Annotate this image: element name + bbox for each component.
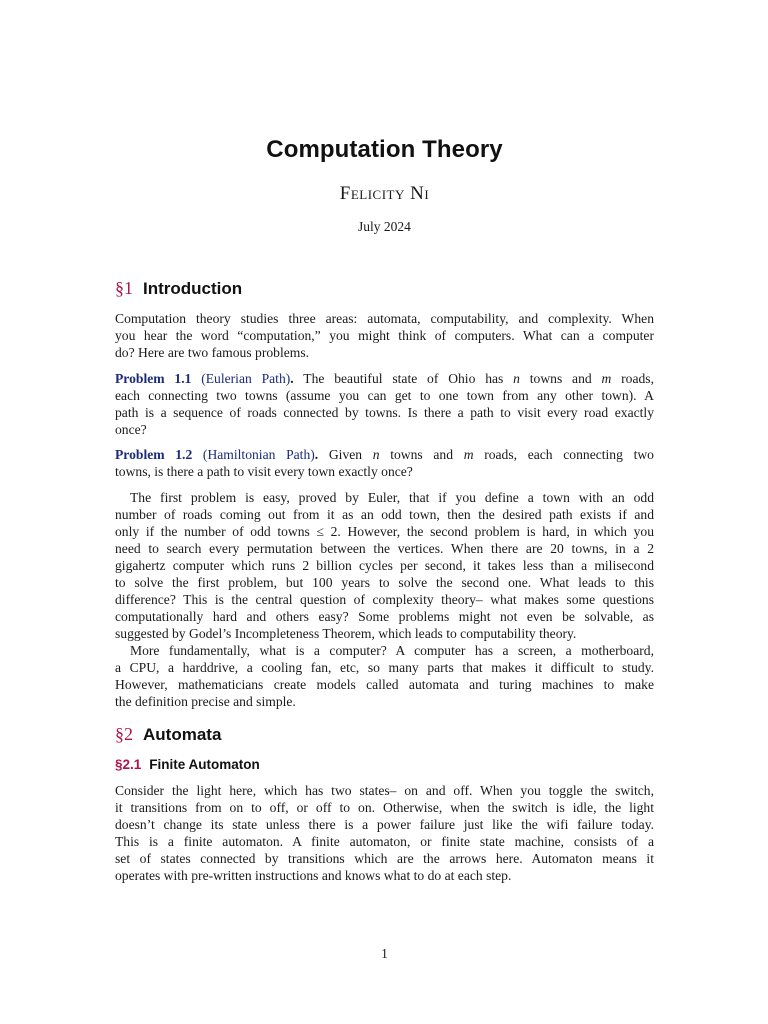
text-line: The first problem is easy, proved by Euler, that if you define a town with an odd xyxy=(130,490,654,505)
section-title: Introduction xyxy=(143,279,243,298)
text-line: do? Here are two famous problems. xyxy=(115,345,310,360)
text-line: Consider the light here, which has two states– on and off. When you toggle the switch, xyxy=(115,783,654,798)
text-line: suggested by Godel’s Incompleteness Theorem, which leads to computability theory. xyxy=(115,626,577,641)
section-heading-automata xyxy=(115,724,221,745)
subsection-heading-finite-automaton xyxy=(115,757,260,772)
text-line: More fundamentally, what is a computer? A computer has a screen, a motherboard, xyxy=(130,643,654,658)
problem-1-2 xyxy=(115,446,654,480)
text-line: towns, is there a path to visit every town exactly once? xyxy=(115,464,413,479)
text-line: a CPU, a harddrive, a cooling fan, etc, so many parts that makes it difficult to study. xyxy=(115,660,654,675)
text-line: operates with pre-written instructions and knows what to do at each step. xyxy=(115,868,512,883)
section-number: §1 xyxy=(115,278,133,298)
math-variable: n xyxy=(372,447,380,462)
text-line: number of roads coming out from it as an odd town, then the desired path exists if and xyxy=(115,507,654,522)
text-fragment: towns and xyxy=(390,447,454,462)
text-line: to solve the first problem, but 100 years to solve the second one. What leads to this xyxy=(115,575,654,590)
section-number: §2 xyxy=(115,724,133,744)
text-line: it transitions from on to off, or off to on. Otherwise, when the switch is idle, the light xyxy=(115,800,654,815)
problem-1-1 xyxy=(115,370,654,438)
section-heading-introduction xyxy=(115,278,242,299)
math-variable: m xyxy=(463,447,474,462)
text-line: need to search every permutation between the vertices. When there are 20 towns, in a 2 xyxy=(115,541,654,556)
math-variable: n xyxy=(513,371,520,386)
section-title: Automata xyxy=(143,725,222,744)
text-line: you hear the word “computation,” you might think of computers. What can a computer xyxy=(115,328,654,343)
text-line: once? xyxy=(115,422,147,437)
text-fragment: roads, xyxy=(621,371,654,386)
text-line: Problem 1.1 (Eulerian Path). The beautiful state of Ohio has n towns and m roads, xyxy=(115,371,654,386)
text-line: path is a sequence of roads connected by towns. Is there a path to visit every road exactly xyxy=(115,405,654,420)
text-line: each connecting two towns (assume you can get to one town from any other town). A xyxy=(115,388,654,403)
body-paragraph-1 xyxy=(115,489,654,642)
text-line: computationally hard and others easy? Some problems might not even be solvable, as xyxy=(115,609,654,624)
text-fragment: Given xyxy=(328,447,363,462)
problem-name: (Eulerian Path) xyxy=(201,371,291,386)
text-line: This is a finite automaton. A finite automaton, or finite state machine, consists of a xyxy=(115,834,654,849)
text-line: Problem 1.2 (Hamiltonian Path). Given n towns and m roads, each connecting two xyxy=(115,447,654,462)
body-paragraph-2 xyxy=(115,642,654,710)
text-fragment: roads, each connecting two xyxy=(484,447,654,462)
text-fragment: The beautiful state of Ohio has xyxy=(303,371,504,386)
text-line: doesn’t change its state unless there is a power failure just like the wifi failure today. xyxy=(115,817,654,832)
text-line: However, mathematicians create models called automata and turing machines to make xyxy=(115,677,654,692)
subsection-number: §2.1 xyxy=(115,757,142,772)
text-line: Computation theory studies three areas: automata, computability, and complexity. When xyxy=(115,311,654,326)
subsection-title: Finite Automaton xyxy=(149,757,260,772)
page-number: 1 xyxy=(381,946,388,961)
text-line: set of states connected by transitions which are the arrows here. Automaton means it xyxy=(115,851,654,866)
paper-author: Felicity Ni xyxy=(339,183,430,204)
automaton-paragraph xyxy=(115,782,654,884)
math-variable: m xyxy=(601,371,612,386)
problem-name: (Hamiltonian Path) xyxy=(202,447,315,462)
paper-date: July 2024 xyxy=(358,219,411,234)
text-line: gigahertz computer which runs 2 billion cycles per second, it takes less than a milisecond xyxy=(115,558,654,573)
paper-title: Computation Theory xyxy=(266,136,503,163)
text-line: only if the number of odd towns ≤ 2. However, the second problem is hard, in which you xyxy=(115,524,654,539)
text-line: difference? This is the central question of complexity theory– what makes some questions xyxy=(115,592,654,607)
text-line: the definition precise and simple. xyxy=(115,694,296,709)
problem-label: Problem 1.1 xyxy=(115,371,192,386)
problem-label: Problem 1.2 xyxy=(115,447,193,462)
text-fragment: towns and xyxy=(529,371,592,386)
intro-paragraph xyxy=(115,310,654,361)
